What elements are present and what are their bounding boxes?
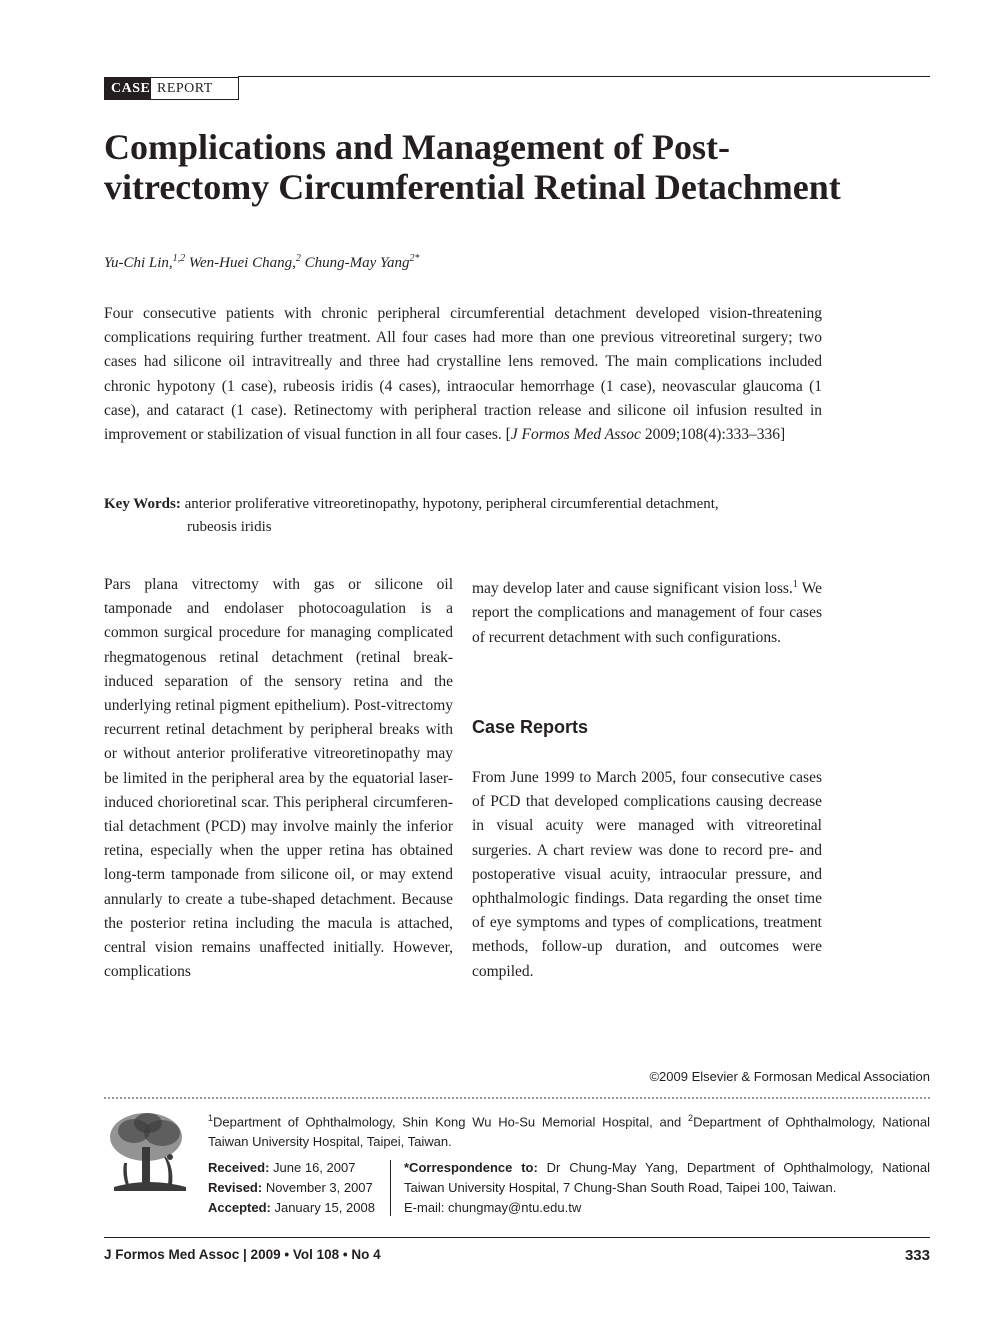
correspondence: [404, 1158, 930, 1218]
section-heading: Case Reports: [472, 717, 589, 737]
journal-footer: J Formos Med Assoc | 2009 • Vol 108 • No 4: [104, 1247, 381, 1262]
article-title: Complications and Management of Post-vitrectomy Circumferential Retinal Detachment: [104, 127, 841, 207]
abstract-text: Four consecutive patients with chronic peripheral circumferential detachment developed vision-threatening complications requiring further treatment. All four cases had more than one previous vitreoretinal surgery; two cases had silicone oil intravitreally and three had crystalline lens removed. The main complications included chronic hypotony (1 case), rubeosis iridis (4 cases), intraocular hemorrhage (1 case), neovascular glaucoma (1 case), and cataract (1 case). Retinectomy with peripheral traction release and silicone oil infusion resulted in improvement or stabilization of visual function in all four cases. [: [104, 305, 822, 444]
abstract-citation: 2009;108(4):333–336]: [640, 426, 786, 444]
article-dates: [208, 1158, 375, 1218]
article-type-tag: [104, 77, 239, 100]
body-column-left: Pars plana vitrectomy with gas or silicone oil tamponade and endolaser photocoagulation is a common surgical procedure for managing complicated rhegmatogenous retinal detachment (retinal break-induced separation of the sensory retina and the underlying retinal pigment epithelium). Post-vitrectomy recurrent retinal detachment by peripheral breaks with or without anterior proliferative vitreoretinopathy may be limited in the peripheral area by the equatorial laser-induced chorioretinal scar. This peripheral circumferential detachment (PCD) may involve mainly the inferior retina, especially when the upper retina has obtained long-term tamponade from silicone oil, or may extend annularly to create a tube-shaped detachment. Because the posterior retina including the macula is attached, central vision remains unaffected initially. However, complications: [104, 576, 453, 981]
author-affiliation: 2*: [409, 253, 420, 264]
author-name: Yu-Chi Lin,: [104, 255, 173, 271]
body-text: may develop later and cause significant vision loss.: [472, 580, 793, 598]
reference-marker: 1: [792, 579, 798, 590]
abstract-journal: J Formos Med Assoc: [510, 426, 641, 444]
affiliation-text: Department of Ophthalmology, National Taiwan University Hospital, Taipei, Taiwan.: [208, 1114, 930, 1150]
copyright-notice: ©2009 Elsevier & Formosan Medical Association: [649, 1069, 930, 1084]
keywords-line2: rubeosis iridis: [187, 519, 272, 535]
affiliations: [208, 1108, 930, 1152]
elsevier-tree-logo: [104, 1107, 196, 1215]
keywords-label: Key Words:: [104, 496, 181, 512]
accepted-date: January 15, 2008: [270, 1200, 375, 1215]
accepted-label: Accepted:: [208, 1200, 271, 1215]
received-label: Received:: [208, 1160, 270, 1175]
footer-rule: [104, 1237, 930, 1238]
keywords: [104, 493, 822, 539]
page-number: 333: [904, 1247, 930, 1264]
body-text: We report the complications and management of four cases of recurrent detachment with such configurations.: [472, 580, 822, 646]
abstract: [104, 302, 822, 447]
author-name: Chung-May Yang: [300, 255, 410, 271]
author-affiliation: 2: [295, 253, 301, 264]
case-label: CASE: [105, 78, 151, 99]
affiliation-marker: 1: [208, 1113, 214, 1123]
body-column-right-intro: [472, 573, 822, 650]
report-label: REPORT: [157, 81, 213, 96]
revised-label: Revised:: [208, 1180, 263, 1195]
author-affiliation: 1,2: [172, 253, 186, 264]
revised-date: November 3, 2007: [262, 1180, 373, 1195]
author-list: [104, 253, 419, 272]
keywords-line1: anterior proliferative vitreoretinopathy, hypotony, peripheral circumferential detachment,: [180, 496, 719, 512]
author-name: Wen-Huei Chang,: [185, 255, 296, 271]
affiliation-marker: 2: [688, 1113, 694, 1123]
affiliation-text: Department of Ophthalmology, Shin Kong Wu Ho-Su Memorial Hospital, and: [213, 1114, 689, 1130]
body-column-right-case-reports: From June 1999 to March 2005, four consecutive cases of PCD that developed complications causing decrease in visual acuity were managed with vitreoretinal surgeries. A chart review was done to record pre- and postoperative visual acuity, intraocular pressure, and ophthalmologic findings. Data regarding the onset time of eye symptoms and types of complications, treatment methods, follow-up duration, and outcomes were compiled.: [472, 769, 822, 980]
correspondence-label: *Correspondence to:: [404, 1160, 538, 1175]
received-date: June 16, 2007: [269, 1160, 356, 1175]
dates-separator: [390, 1160, 391, 1216]
dotted-divider: [104, 1097, 930, 1099]
correspondence-text: Dr Chung-May Yang, Department of Ophthalmology, National Taiwan University Hospital, 7 Chung-Shan South Road, Taipei 100, Taiwan.: [404, 1160, 930, 1195]
header-rule: [238, 76, 930, 77]
correspondence-email[interactable]: E-mail: chungmay@ntu.edu.tw: [404, 1200, 582, 1215]
